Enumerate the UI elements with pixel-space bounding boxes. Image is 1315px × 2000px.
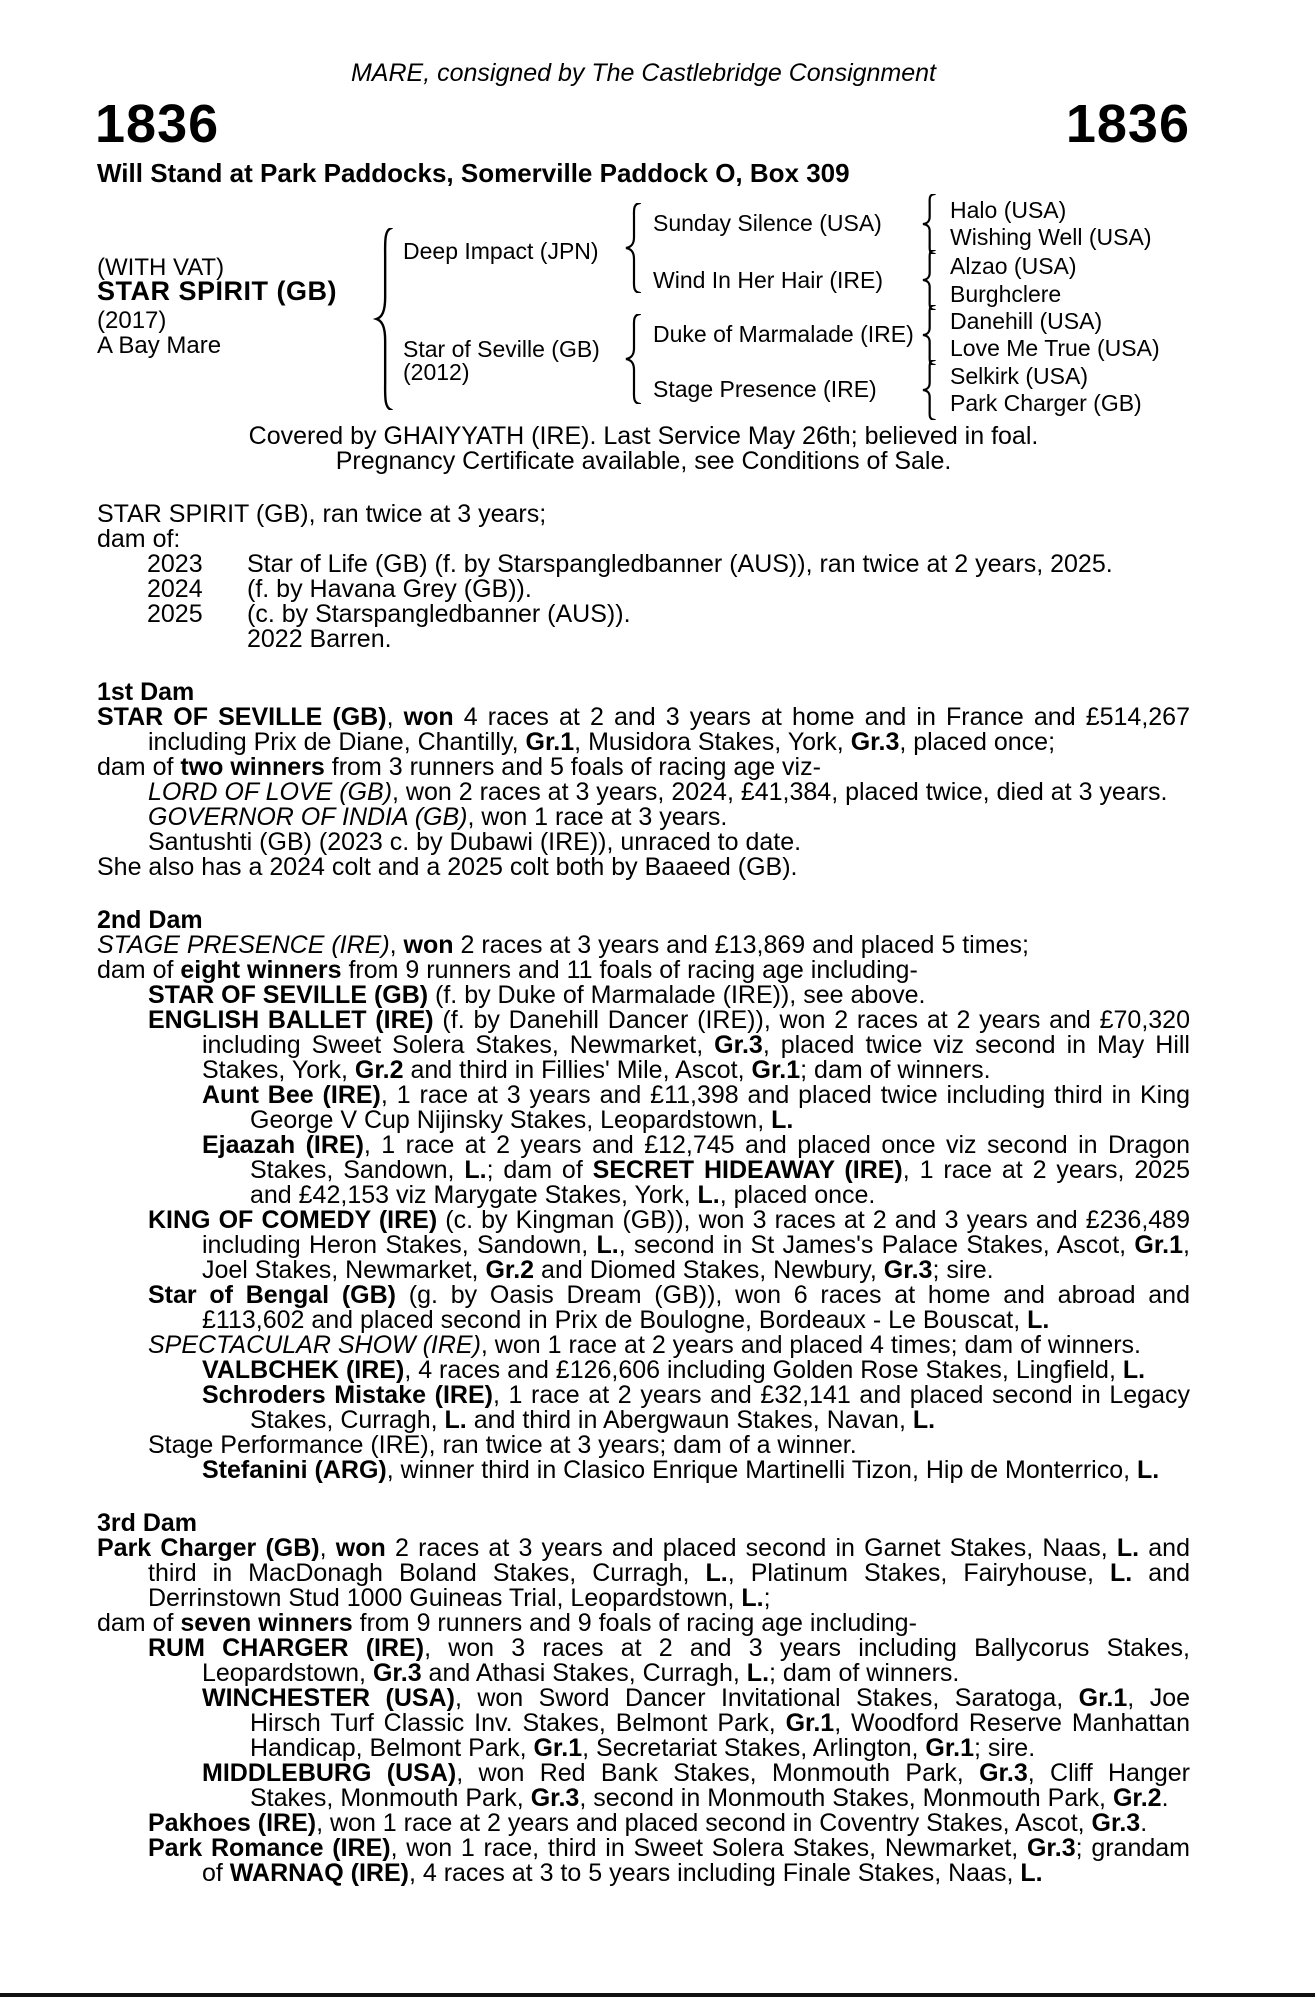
text-run: and third in Abergwaun Stakes, Navan, — [466, 1406, 913, 1434]
text-run: , Cliff Hanger Stakes, Monmouth Park, — [250, 1759, 1190, 1812]
ancestor-name: Wishing Well (USA) — [950, 224, 1152, 250]
text-run: 1st Dam — [97, 678, 195, 706]
text-run: 2nd Dam — [97, 906, 203, 934]
text-run: STAR OF SEVILLE (GB) — [97, 703, 387, 731]
text-run: Gr.3 — [1091, 1809, 1141, 1837]
text-run: L. — [1020, 1859, 1043, 1887]
text-run: STAR OF SEVILLE (GB) — [148, 981, 429, 1009]
text-run: 2022 Barren. — [247, 625, 392, 653]
text-run: dam of — [97, 1609, 181, 1637]
text-run: dam of: — [97, 525, 181, 553]
text-run: (g. by Oasis Dream (GB)), won 6 races at home and abroad and £113,602 and placed second in Prix de Boulogne, Bordeaux - Le Bouscat, — [202, 1281, 1190, 1334]
text-paragraph — [97, 1636, 1190, 1686]
text-run: , — [386, 703, 404, 731]
pedigree-brace — [620, 314, 644, 404]
ancestor-name: Love Me True (USA) — [950, 335, 1160, 361]
text-run: , won Sword Dancer Invitational Stakes, Saratoga, — [454, 1684, 1079, 1712]
text-run: Gr.1 — [533, 1734, 583, 1762]
text-run: dam of — [97, 956, 181, 984]
text-paragraph — [97, 1208, 1190, 1283]
text-run: L. — [1116, 1534, 1140, 1562]
lot-number-left: 1836 — [95, 94, 220, 154]
pedigree-text — [97, 502, 1190, 1886]
ancestor-name: Burghclere — [950, 281, 1062, 307]
text-run: , Platinum Stakes, Fairyhouse, — [727, 1559, 1111, 1587]
text-run: Schroders Mistake (IRE) — [202, 1381, 493, 1409]
text-paragraph — [97, 983, 1190, 1008]
text-run: Gr.2 — [1112, 1784, 1162, 1812]
page-edge-line — [0, 1993, 1315, 1997]
text-paragraph — [97, 958, 1190, 983]
text-run: , — [389, 931, 404, 959]
dam-year: (2012) — [403, 359, 470, 385]
covering-line: Covered by GHAIYYATH (IRE). Last Service May 26th; believed in foal. — [248, 422, 1039, 450]
text-run: L. — [1137, 1456, 1160, 1484]
text-paragraph — [97, 855, 1190, 880]
horse-foaling-year: (2017) — [97, 307, 167, 334]
text-paragraph — [97, 1836, 1190, 1886]
text-run: L. — [741, 1584, 764, 1612]
text-paragraph — [97, 1536, 1190, 1611]
text-run: RUM CHARGER (IRE) — [148, 1634, 425, 1662]
consignment-note: MARE, consigned by The Castlebridge Consignment — [350, 59, 937, 87]
text-run: 4 races at 2 and 3 years at home and in France and £514,267 including Prix de Diane, Chantilly, — [148, 703, 1190, 756]
granddam-name: Wind In Her Hair (IRE) — [653, 267, 884, 293]
text-paragraph — [97, 1686, 1190, 1761]
text-paragraph — [97, 933, 1190, 958]
ancestor-name: Alzao (USA) — [950, 253, 1077, 279]
text-run: KING OF COMEDY (IRE) — [148, 1206, 438, 1234]
text-run: won — [403, 703, 454, 731]
text-run: and Derrinstown Stud 1000 Guineas Trial, Leopardstown, — [148, 1559, 1190, 1612]
produce-year: 2024 — [147, 575, 203, 603]
pedigree-brace — [620, 203, 644, 293]
text-run: Park Romance (IRE) — [148, 1834, 391, 1862]
text-run: ; dam of winners. — [769, 1659, 960, 1687]
pedigree-brace — [918, 360, 938, 420]
text-run: Star of Life (GB) (f. by Starspangledbanner (AUS)), ran twice at 2 years, 2025. — [247, 550, 1113, 578]
text-run: , second in Monmouth Stakes, Monmouth Park, — [579, 1784, 1113, 1812]
text-run: ; dam of winners. — [800, 1056, 991, 1084]
ancestor-name: Park Charger (GB) — [950, 390, 1142, 416]
text-paragraph — [97, 1458, 1190, 1483]
grandsire-name: Sunday Silence (USA) — [653, 210, 882, 236]
text-paragraph — [97, 527, 1190, 552]
text-run: (f. by Duke of Marmalade (IRE)), see above. — [428, 981, 926, 1009]
text-run: STAR SPIRIT (GB), ran twice at 3 years; — [97, 500, 547, 528]
text-run: , Joel Stakes, Newmarket, — [202, 1231, 1190, 1284]
text-run: . — [1140, 1809, 1148, 1837]
text-run: She also has a 2024 colt and a 2025 colt both by Baaeed (GB). — [97, 853, 798, 881]
text-run: , won 1 race at 3 years. — [467, 803, 728, 831]
text-run: and Diomed Stakes, Newbury, — [534, 1256, 884, 1284]
text-run: Pakhoes (IRE) — [148, 1809, 317, 1837]
text-paragraph — [97, 755, 1190, 780]
text-run: , placed once; — [899, 728, 1056, 756]
horse-description: A Bay Mare — [97, 332, 222, 359]
text-paragraph — [97, 502, 1190, 527]
text-run: Gr.1 — [751, 1056, 801, 1084]
text-run: , won Red Bank Stakes, Monmouth Park, — [456, 1759, 980, 1787]
text-run: , won 1 race at 2 years and placed 4 times; dam of winners. — [480, 1331, 1141, 1359]
text-paragraph — [97, 1611, 1190, 1636]
text-run: , Joe Hirsch Turf Classic Inv. Stakes, Belmont Park, — [250, 1684, 1190, 1737]
stand-location: Will Stand at Park Paddocks, Somerville Paddock O, Box 309 — [97, 158, 850, 188]
text-run: STAGE PRESENCE (IRE) — [97, 931, 390, 959]
text-paragraph — [97, 1008, 1190, 1083]
text-paragraph — [97, 705, 1190, 755]
text-run: won — [403, 931, 454, 959]
text-run: Gr.3 — [1026, 1834, 1076, 1862]
text-run: Gr.1 — [1078, 1684, 1128, 1712]
text-paragraph — [97, 805, 1190, 830]
text-run: seven winners — [180, 1609, 353, 1637]
text-run: , second in St James's Palace Stakes, Ascot, — [618, 1231, 1135, 1259]
text-paragraph — [97, 1383, 1190, 1433]
text-paragraph — [97, 830, 1190, 855]
text-run: WARNAQ (IRE) — [229, 1859, 409, 1887]
text-run: GOVERNOR OF INDIA (GB) — [148, 803, 468, 831]
text-paragraph — [97, 1283, 1190, 1333]
ancestor-name: Selkirk (USA) — [950, 363, 1089, 389]
text-run: from 3 runners and 5 foals of racing age viz- — [324, 753, 821, 781]
grandsire-name: Duke of Marmalade (IRE) — [653, 321, 914, 347]
text-run: LORD OF LOVE (GB) — [148, 778, 393, 806]
text-run: Star of Bengal (GB) — [148, 1281, 397, 1309]
text-run: from 9 runners and 9 foals of racing age including- — [352, 1609, 917, 1637]
produce-record-row — [97, 602, 1190, 627]
text-paragraph — [97, 1433, 1190, 1458]
text-run: L. — [1027, 1306, 1050, 1334]
dam-name: Star of Seville (GB) — [403, 336, 600, 362]
text-run: Gr.1 — [925, 1734, 975, 1762]
text-run: Gr.3 — [850, 728, 900, 756]
text-run: ; sire. — [974, 1734, 1036, 1762]
text-run: Stefanini (ARG) — [202, 1456, 387, 1484]
text-run: and third in Fillies' Mile, Ascot, — [403, 1056, 752, 1084]
text-run: (f. by Danehill Dancer (IRE)), won 2 races at 2 years and £70,320 including Sweet Solera Stakes, Newmarket, — [202, 1006, 1190, 1059]
text-run: L. — [697, 1181, 720, 1209]
granddam-name: Stage Presence (IRE) — [653, 376, 877, 402]
text-run: SPECTACULAR SHOW (IRE) — [148, 1331, 481, 1359]
produce-record-row — [97, 577, 1190, 602]
text-run: (c. by Starspangledbanner (AUS)). — [247, 600, 631, 628]
text-run: L. — [1110, 1559, 1133, 1587]
text-run: and third in MacDonagh Boland Stakes, Curragh, — [148, 1534, 1190, 1587]
ancestor-name: Danehill (USA) — [950, 308, 1103, 334]
text-run: , won 3 races at 2 and 3 years including Ballycorus Stakes, Leopardstown, — [202, 1634, 1191, 1687]
text-paragraph — [97, 780, 1190, 805]
horse-name: STAR SPIRIT (GB) — [97, 276, 337, 306]
text-run: ; grandam of — [202, 1834, 1190, 1887]
text-run: L. — [596, 1231, 619, 1259]
text-run: eight winners — [180, 956, 342, 984]
text-run: ; — [763, 1584, 771, 1612]
section-header — [97, 908, 1190, 933]
text-run: won — [335, 1534, 386, 1562]
text-run: , — [319, 1534, 336, 1562]
text-run: L. — [771, 1106, 794, 1134]
text-run: , winner third in Clasico Enrique Martinelli Tizon, Hip de Monterrico, — [386, 1456, 1138, 1484]
text-run: , 4 races and £126,606 including Golden Rose Stakes, Lingfield, — [404, 1356, 1123, 1384]
text-run: , 1 race at 3 years and £11,398 and placed twice including third in King George V Cup Nijinsky Stakes, Leopardstown, — [250, 1081, 1191, 1134]
text-run: Gr.3 — [883, 1256, 933, 1284]
covering-details — [97, 424, 1190, 474]
text-run: , won 2 races at 3 years, 2024, £41,384, placed twice, died at 3 years. — [392, 778, 1168, 806]
text-run: , won 1 race, third in Sweet Solera Stakes, Newmarket, — [390, 1834, 1027, 1862]
text-paragraph — [97, 1358, 1190, 1383]
text-run: . — [1161, 1784, 1169, 1812]
text-run: , 4 races at 3 to 5 years including Finale Stakes, Naas, — [408, 1859, 1021, 1887]
text-paragraph — [97, 1333, 1190, 1358]
pedigree-brace — [918, 250, 938, 310]
pedigree-brace — [918, 305, 938, 365]
pedigree-brace — [370, 228, 396, 410]
text-run: and Athasi Stakes, Curragh, — [421, 1659, 747, 1687]
text-run: L. — [912, 1406, 936, 1434]
text-run: , 1 race at 2 years, 2025 and £42,153 viz Marygate Stakes, York, — [250, 1156, 1191, 1209]
covering-line: Pregnancy Certificate available, see Conditions of Sale. — [335, 447, 952, 475]
text-run: , 1 race at 2 years and £12,745 and placed once viz second in Dragon Stakes, Sandown, — [250, 1131, 1190, 1184]
text-run: dam of — [97, 753, 181, 781]
text-run: from 9 runners and 11 foals of racing age including- — [341, 956, 918, 984]
text-run: , Musidora Stakes, York, — [574, 728, 851, 756]
text-paragraph — [97, 1761, 1190, 1811]
text-run: Park Charger (GB) — [97, 1534, 320, 1562]
text-run: VALBCHEK (IRE) — [202, 1356, 405, 1384]
text-run: , won 1 race at 2 years and placed second in Coventry Stakes, Ascot, — [316, 1809, 1092, 1837]
text-run: Ejaazah (IRE) — [202, 1131, 364, 1159]
text-run: Gr.3 — [714, 1031, 763, 1059]
sire-name: Deep Impact (JPN) — [403, 238, 599, 264]
produce-record-row — [97, 552, 1190, 577]
ancestor-name: Halo (USA) — [950, 197, 1067, 223]
text-run: Gr.2 — [485, 1256, 535, 1284]
produce-record-row — [97, 627, 1190, 652]
text-run: Gr.3 — [979, 1759, 1028, 1787]
text-paragraph — [97, 1811, 1190, 1836]
text-run: L. — [705, 1559, 728, 1587]
text-run: (f. by Havana Grey (GB)). — [247, 575, 532, 603]
text-run: (c. by Kingman (GB)), won 3 races at 2 and 3 years and £236,489 including Heron Stakes, Sandown, — [202, 1206, 1190, 1259]
text-run: ; dam of — [486, 1156, 593, 1184]
text-run: L. — [444, 1406, 467, 1434]
text-run: , placed twice viz second in May Hill Stakes, York, — [202, 1031, 1190, 1084]
lot-number-right: 1836 — [1065, 94, 1190, 154]
text-run: Gr.3 — [372, 1659, 422, 1687]
text-run: SECRET HIDEAWAY (IRE) — [592, 1156, 903, 1184]
text-run: WINCHESTER (USA) — [202, 1684, 455, 1712]
text-paragraph — [97, 1133, 1190, 1208]
section-header — [97, 680, 1190, 705]
text-run: L. — [464, 1156, 487, 1184]
text-run: Gr.3 — [530, 1784, 580, 1812]
text-run: Gr.1 — [1134, 1231, 1184, 1259]
section-header — [97, 1511, 1190, 1536]
text-run: , Secretariat Stakes, Arlington, — [582, 1734, 926, 1762]
text-run: ; sire. — [932, 1256, 994, 1284]
text-run: Aunt Bee (IRE) — [202, 1081, 381, 1109]
produce-year: 2023 — [147, 550, 203, 578]
text-run: , 1 race at 2 years and £32,141 and placed second in Legacy Stakes, Curragh, — [250, 1381, 1190, 1434]
text-run: 3rd Dam — [97, 1509, 198, 1537]
text-run: Gr.1 — [785, 1709, 835, 1737]
text-run: Stage Performance (IRE), ran twice at 3 years; dam of a winner. — [148, 1431, 857, 1459]
text-run: two winners — [180, 753, 325, 781]
text-run: MIDDLEBURG (USA) — [202, 1759, 457, 1787]
text-run: ENGLISH BALLET (IRE) — [148, 1006, 434, 1034]
produce-year: 2025 — [147, 600, 203, 628]
vat-note: (WITH VAT) — [97, 254, 225, 281]
text-run: , placed once. — [719, 1181, 876, 1209]
text-run: Gr.1 — [525, 728, 575, 756]
text-run: , Woodford Reserve Manhattan Handicap, Belmont Park, — [250, 1709, 1190, 1762]
text-paragraph — [97, 1083, 1190, 1133]
text-run: Gr.2 — [354, 1056, 404, 1084]
text-run: Santushti (GB) (2023 c. by Dubawi (IRE)), unraced to date. — [148, 828, 802, 856]
pedigree-brace — [918, 194, 938, 254]
text-run: L. — [1122, 1356, 1146, 1384]
text-run: 2 races at 3 years and £13,869 and placed 5 times; — [453, 931, 1029, 959]
text-run: L. — [746, 1659, 770, 1687]
text-run: 2 races at 3 years and placed second in Garnet Stakes, Naas, — [385, 1534, 1117, 1562]
